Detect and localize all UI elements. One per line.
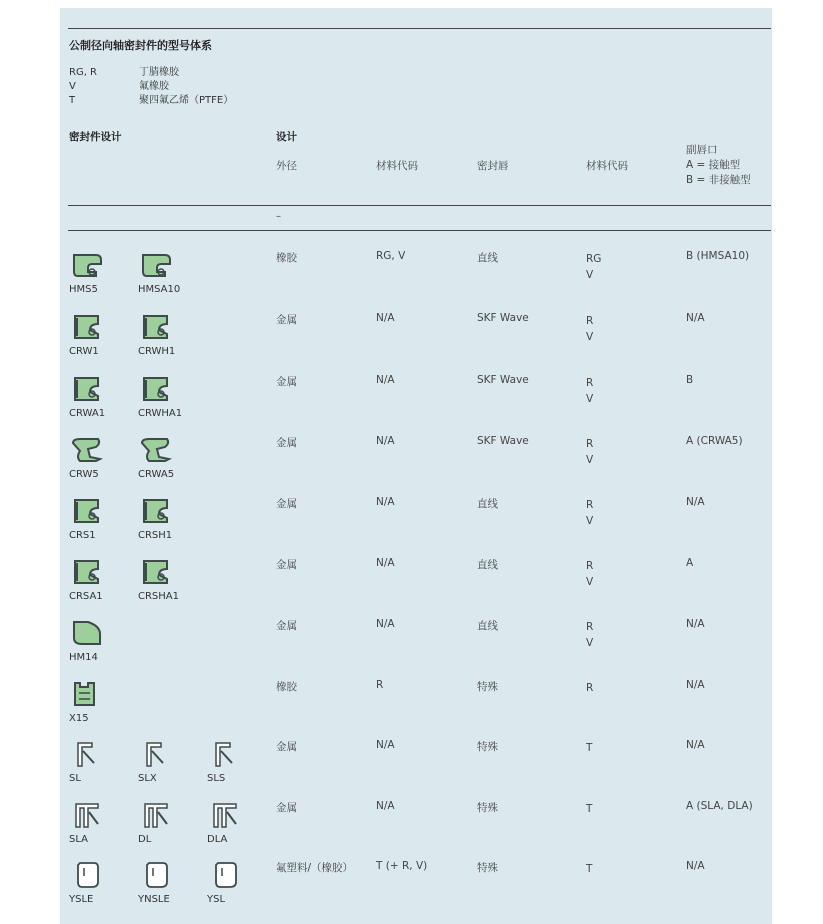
seal-profile-icon [70,739,104,769]
seal-profile-icon [208,860,242,890]
material-code-value: V [586,637,594,649]
seal-model-label: CRWHA1 [138,408,183,419]
cell-lip-material-codes [586,251,601,283]
legend-code: RG, R [69,67,98,78]
seal-model-label: SL [69,773,81,784]
seal-model-label: SLS [207,773,226,784]
cell-material-code: N/A [376,374,395,386]
seal-profile-icon [70,800,104,830]
legend-code: T [69,95,76,106]
seal-model-label: CRW1 [69,346,99,357]
cell-lip-material-codes [586,436,593,468]
header-material-code-2: 材料代码 [586,160,628,172]
seal-profile-icon [70,860,104,890]
cell-outer-diameter: 金属 [276,559,297,571]
material-code-value: R [586,499,594,511]
cell-seal-lip: SKF Wave [477,312,529,324]
seal-model-label: CRWA1 [69,408,106,419]
cell-seal-lip: 特殊 [477,802,498,814]
header-outer-diameter: 外径 [276,160,297,172]
seal-model-label: SLA [69,834,88,845]
cell-lip-material-codes [586,801,592,817]
cell-seal-lip: 特殊 [477,741,498,753]
seal-model-label: YSLE [69,894,94,905]
seal-model-label: YSL [207,894,226,905]
seal-profile-icon [70,618,104,648]
seal-profile-icon [70,250,104,280]
seal-profile-icon [70,374,104,404]
seal-profile-icon [139,800,173,830]
cell-material-code: RG, V [376,250,406,262]
cell-seal-lip: SKF Wave [477,374,529,386]
seal-profile-icon [139,312,173,342]
cell-secondary-lip: A [686,557,694,569]
cell-secondary-lip: B [686,374,694,386]
seal-model-label: CRWH1 [138,346,176,357]
cell-secondary-lip: N/A [686,496,705,508]
cell-material-code: N/A [376,312,395,324]
seal-profile-icon [70,496,104,526]
material-code-value: V [586,393,594,405]
cell-lip-material-codes [586,497,593,529]
seal-profile-icon [208,800,242,830]
cell-lip-material-codes [586,375,593,407]
top-rule [68,28,771,29]
seal-model-label: DLA [207,834,228,845]
material-code-value: R [586,438,594,450]
cell-outer-diameter: 金属 [276,741,297,753]
legend-row [69,94,233,108]
cell-outer-diameter: 金属 [276,620,297,632]
cell-material-code: N/A [376,496,395,508]
seal-profile-icon [139,250,173,280]
cell-secondary-lip: N/A [686,739,705,751]
dash-mark: – [276,211,281,222]
seal-profile-icon [139,435,173,465]
cell-lip-material-codes [586,558,593,590]
page-title: 公制径向轴密封件的型号体系 [69,39,212,52]
document-sheet [60,8,772,924]
seal-model-label: HM14 [69,652,98,663]
material-code-value: V [586,576,594,588]
material-code-value: V [586,269,594,281]
cell-seal-lip: 特殊 [477,862,498,874]
legend-row [69,66,233,80]
cell-outer-diameter: 氟塑料/（橡胶） [276,862,354,874]
seal-model-label: X15 [69,713,89,724]
seal-profile-icon [139,374,173,404]
cell-secondary-lip: B (HMSA10) [686,250,750,262]
secondary-lip-contact: A = 接触型 [686,159,741,171]
cell-material-code: N/A [376,557,395,569]
material-code-value: T [586,803,593,815]
seal-model-label: CRWA5 [138,469,175,480]
cell-secondary-lip: N/A [686,312,705,324]
material-code-value: V [586,331,594,343]
seal-profile-icon [208,739,242,769]
seal-model-label: CRS1 [69,530,96,541]
seal-profile-icon [70,557,104,587]
seal-model-label: DL [138,834,152,845]
cell-outer-diameter: 橡胶 [276,681,297,693]
material-code-value: T [586,742,593,754]
cell-lip-material-codes [586,313,593,345]
cell-seal-lip: 直线 [477,559,498,571]
cell-seal-lip: 直线 [477,498,498,510]
cell-lip-material-codes [586,619,593,651]
material-code-value: R [586,560,594,572]
legend-name: 丁腈橡胶 [139,67,179,78]
header-seal-design: 密封件设计 [69,131,122,143]
seal-model-label: CRSHA1 [138,591,180,602]
header-seal-lip: 密封唇 [477,160,509,172]
cell-seal-lip: 直线 [477,252,498,264]
secondary-lip-title: 副唇口 [686,144,718,156]
cell-outer-diameter: 金属 [276,802,297,814]
cell-material-code: N/A [376,435,395,447]
seal-profile-icon [70,312,104,342]
material-code-value: R [586,377,594,389]
material-code-value: RG [586,253,602,265]
cell-lip-material-codes [586,740,592,756]
cell-outer-diameter: 金属 [276,376,297,388]
material-code-value: T [586,863,593,875]
header-rule-2 [68,230,771,231]
material-code-value: R [586,621,594,633]
seal-profile-icon [139,496,173,526]
material-code-value: R [586,315,594,327]
cell-secondary-lip: A (CRWA5) [686,435,743,447]
legend-row [69,80,233,94]
seal-profile-icon [70,435,104,465]
cell-secondary-lip: N/A [686,618,705,630]
cell-material-code: R [376,679,384,691]
cell-secondary-lip: N/A [686,679,705,691]
seal-model-label: CRSA1 [69,591,103,602]
seal-model-label: HMS5 [69,284,98,295]
material-code-value: V [586,515,594,527]
cell-material-code: T (+ R, V) [376,860,428,872]
material-code-value: V [586,454,594,466]
material-legend [69,66,233,108]
legend-name: 氟橡胶 [139,81,169,92]
seal-profile-icon [139,739,173,769]
cell-seal-lip: 特殊 [477,681,498,693]
cell-secondary-lip: N/A [686,860,705,872]
cell-material-code: N/A [376,739,395,751]
cell-seal-lip: SKF Wave [477,435,529,447]
seal-model-label: YNSLE [138,894,170,905]
header-rule [68,205,771,206]
seal-profile-icon [70,679,104,709]
cell-outer-diameter: 金属 [276,498,297,510]
cell-seal-lip: 直线 [477,620,498,632]
cell-outer-diameter: 金属 [276,437,297,449]
cell-material-code: N/A [376,618,395,630]
legend-name: 聚四氟乙烯（PTFE） [139,95,234,106]
header-material-code: 材料代码 [376,160,418,172]
cell-secondary-lip: A (SLA, DLA) [686,800,753,812]
secondary-lip-non-contact: B = 非接触型 [686,174,751,186]
cell-material-code: N/A [376,800,395,812]
seal-model-label: SLX [138,773,157,784]
cell-outer-diameter: 金属 [276,314,297,326]
material-code-value: R [586,682,594,694]
header-secondary-lip [686,143,751,188]
seal-model-label: CRW5 [69,469,99,480]
cell-lip-material-codes [586,861,592,877]
header-design: 设计 [276,131,297,143]
cell-lip-material-codes [586,680,593,696]
seal-model-label: CRSH1 [138,530,173,541]
seal-profile-icon [139,557,173,587]
cell-outer-diameter: 橡胶 [276,252,297,264]
legend-code: V [69,81,76,92]
seal-profile-icon [139,860,173,890]
seal-model-label: HMSA10 [138,284,181,295]
